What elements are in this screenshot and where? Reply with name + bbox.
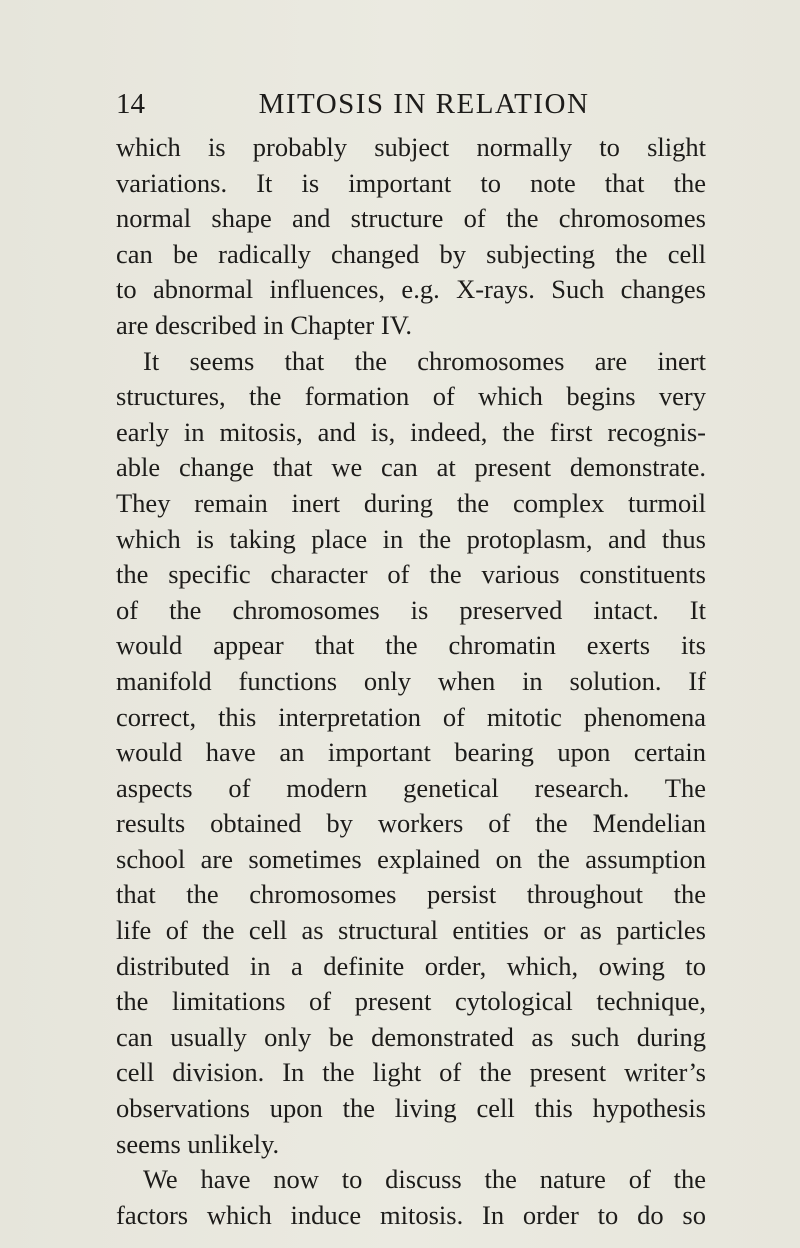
text-line: school are sometimes explained on the assumption — [116, 843, 706, 874]
text-line: which is probably subject normally to slight — [116, 132, 706, 162]
text-line: They remain inert during the complex turmoil — [116, 487, 706, 518]
text-line: life of the cell as structural entities or as particles — [116, 915, 706, 946]
page-number: 14 — [116, 88, 145, 120]
text-line: We have now to discuss the nature of the — [143, 1164, 706, 1195]
text-line: the specific character of the various constituents — [116, 559, 706, 590]
text-line: normal shape and structure of the chromosomes — [116, 203, 706, 234]
running-head — [116, 84, 706, 124]
text-line: correct, this interpretation of mitotic phenomena — [116, 701, 706, 732]
text-line: able change that we can at present demonstrate. — [116, 452, 706, 483]
text-line: can be radically changed by subjecting the cell — [116, 238, 706, 269]
text-line: seems unlikely. — [116, 1128, 280, 1159]
text-line: would have an important bearing upon certain — [116, 737, 706, 768]
text-line: structures, the formation of which begins very — [116, 381, 706, 412]
text-line: of the chromosomes is preserved intact. It — [116, 594, 706, 625]
text-line: to abnormal influences, e.g. X-rays. Such changes — [116, 274, 706, 305]
text-line: observations upon the living cell this hypothesis — [116, 1093, 706, 1124]
text-line: cell division. In the light of the present writer’s — [116, 1057, 706, 1088]
text-line: manifold functions only when in solution. If — [116, 665, 706, 696]
text-line: can usually only be demonstrated as such during — [116, 1021, 706, 1052]
text-line: are described in Chapter IV. — [116, 309, 413, 340]
text-line: which is taking place in the protoplasm, and thus — [116, 523, 706, 554]
text-line: early in mitosis, and is, indeed, the first recognis- — [116, 416, 706, 447]
running-title: MITOSIS IN RELATION — [258, 88, 590, 120]
text-line: distributed in a definite order, which, owing to — [116, 950, 706, 981]
text-line: the limitations of present cytological technique, — [116, 986, 706, 1017]
body-text — [116, 130, 706, 1233]
text-line: that the chromosomes persist throughout the — [116, 879, 706, 910]
text-line: aspects of modern genetical research. The — [116, 772, 706, 803]
text-line: variations. It is important to note that the — [116, 167, 706, 198]
text-line: results obtained by workers of the Mendelian — [116, 808, 706, 839]
text-line: It seems that the chromosomes are inert — [143, 345, 706, 376]
text-line: would appear that the chromatin exerts its — [116, 630, 706, 661]
text-line: factors which induce mitosis. In order to do so — [116, 1199, 706, 1230]
